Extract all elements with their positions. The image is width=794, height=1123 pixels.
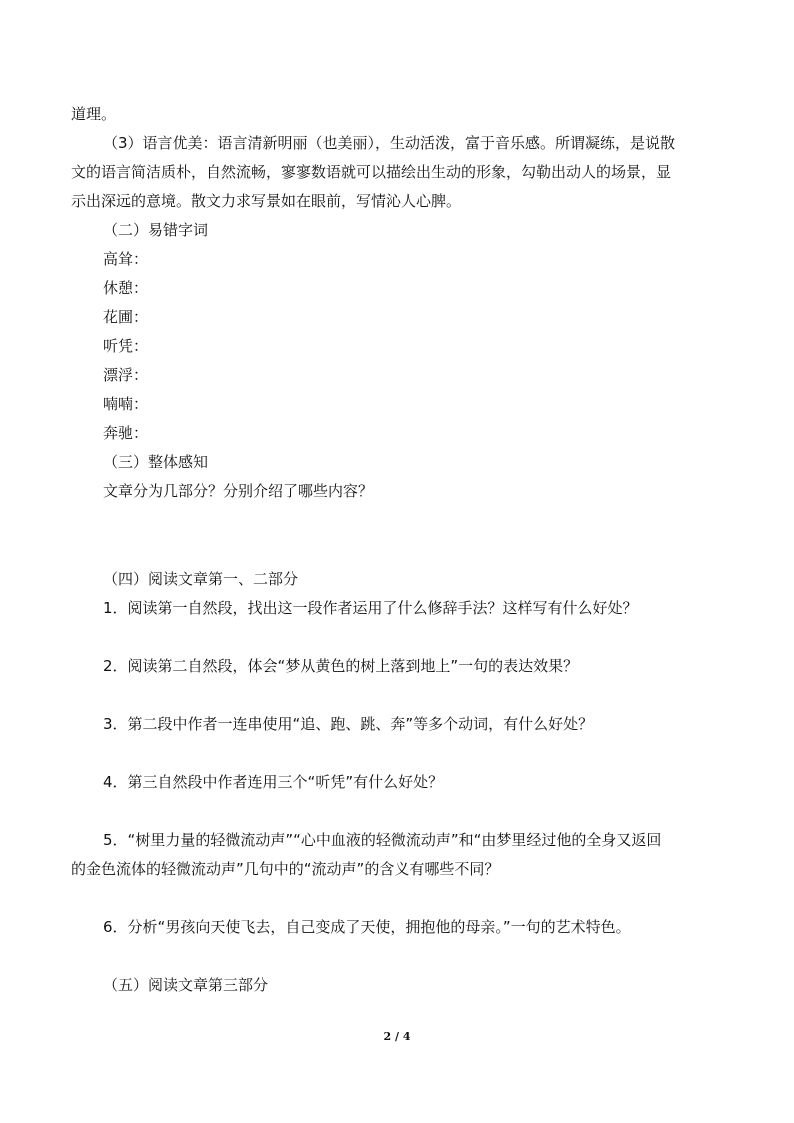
section5-heading: （五）阅读文章第三部分 <box>103 976 269 994</box>
page-number: 2 / 4 <box>383 1030 411 1043</box>
question-1: 1．阅读第一自然段，找出这一段作者运用了什么修辞手法？这样写有什么好处？ <box>103 599 638 617</box>
section3-heading: （三）整体感知 <box>103 453 209 471</box>
section4-heading: （四）阅读文章第一、二部分 <box>103 570 299 588</box>
question-2: 2．阅读第二自然段，体会“梦从黄色的树上落到地上”一句的表达效果？ <box>103 657 579 675</box>
word-item: 听凭： <box>103 337 149 355</box>
point3-line1: （3）语言优美：语言清新明丽（也美丽），生动活泼，富于音乐感。所谓凝练，是说散 <box>103 134 676 152</box>
word-item: 漂浮： <box>103 366 149 384</box>
point3-line3: 示出深远的意境。散文力求写景如在眼前，写情沁人心脾。 <box>71 192 462 210</box>
intro-tail: 道理。 <box>71 105 117 123</box>
question-3: 3．第二段中作者一连串使用“追、跑、跳、奔”等多个动词，有什么好处？ <box>103 715 594 733</box>
point3-line2: 文的语言简洁质朴，自然流畅，寥寥数语就可以描绘出生动的形象，勾勒出动人的场景，显 <box>71 163 672 181</box>
word-item: 高耸： <box>103 250 149 268</box>
word-item: 奔驰： <box>103 424 149 442</box>
word-item: 休憩： <box>103 279 149 297</box>
word-item: 花圃： <box>103 308 149 326</box>
section3-question: 文章分为几部分？分别介绍了哪些内容？ <box>103 482 374 500</box>
question-4: 4．第三自然段中作者连用三个“听凭”有什么好处？ <box>103 773 444 791</box>
section2-heading: （二）易错字词 <box>103 221 209 239</box>
question-5-line2: 的金色流体的轻微流动声”几句中的“流动声”的含义有哪些不同？ <box>71 860 500 878</box>
question-5-line1: 5．“树里力量的轻微流动声”“心中血液的轻微流动声”和“由梦里经过他的全身又返回 <box>103 831 662 849</box>
question-6: 6．分析“男孩向天使飞去，自己变成了天使，拥抱他的母亲。”一句的艺术特色。 <box>103 918 631 936</box>
word-item: 喃喃： <box>103 395 149 413</box>
